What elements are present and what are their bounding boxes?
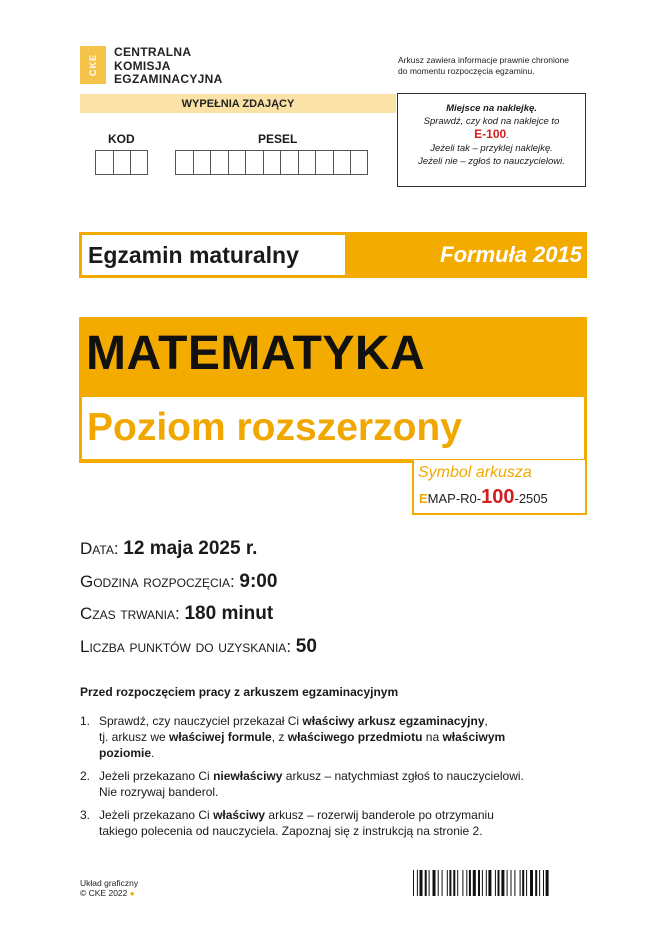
symbol-label: Symbol arkusza bbox=[418, 464, 532, 481]
fill-in-header: WYPEŁNIA ZDAJĄCY bbox=[80, 94, 396, 113]
info-label: Liczba punktów do uzyskania bbox=[80, 637, 287, 656]
info-sep: : bbox=[175, 604, 185, 623]
digit-cell[interactable] bbox=[113, 150, 131, 175]
exam-name: Egzamin maturalny bbox=[82, 235, 345, 275]
symbol-suffix: -2505 bbox=[514, 491, 548, 506]
info-sep: : bbox=[229, 572, 240, 591]
digit-cell[interactable] bbox=[333, 150, 351, 175]
digit-cell[interactable] bbox=[350, 150, 368, 175]
info-value: 9:00 bbox=[239, 571, 278, 592]
sticker-code-suffix: . bbox=[506, 130, 509, 141]
symbol-prefix: MAP-R0- bbox=[427, 491, 482, 506]
legal-notice bbox=[398, 55, 588, 77]
kod-label: KOD bbox=[108, 132, 135, 146]
logo-line: EGZAMINACYJNA bbox=[114, 72, 223, 86]
sticker-area bbox=[397, 93, 586, 187]
digit-cell[interactable] bbox=[175, 150, 193, 175]
pesel-input-boxes[interactable] bbox=[175, 150, 368, 175]
instruction-number: 1. bbox=[80, 714, 91, 728]
symbol-prefix-e: E bbox=[419, 491, 428, 506]
digit-cell[interactable] bbox=[263, 150, 281, 175]
sticker-title: Miejsce na naklejkę. bbox=[446, 103, 537, 114]
info-date bbox=[80, 538, 257, 560]
digit-cell[interactable] bbox=[130, 150, 148, 175]
info-label: Czas trwania bbox=[80, 604, 176, 623]
digit-cell[interactable] bbox=[228, 150, 246, 175]
notice-line: do momentu rozpoczęcia egzaminu. bbox=[398, 66, 535, 76]
digit-cell[interactable] bbox=[280, 150, 298, 175]
barcode-icon bbox=[413, 870, 585, 896]
cke-mini-logo-icon: ● bbox=[129, 889, 135, 898]
symbol-code bbox=[419, 486, 548, 509]
instruction-text: Jeżeli przekazano Ci niewłaściwy arkusz – natychmiast zgłoś to nauczycielowi. Nie rozrywaj banderol. bbox=[99, 769, 524, 799]
info-value: 180 minut bbox=[184, 603, 274, 624]
digit-cell[interactable] bbox=[193, 150, 211, 175]
subject-title: MATEMATYKA bbox=[86, 327, 426, 380]
footer-line1: Układ graficzny bbox=[80, 878, 139, 888]
instruction-number: 2. bbox=[80, 769, 91, 783]
info-label: Data bbox=[80, 539, 114, 558]
info-start-time bbox=[80, 571, 277, 593]
info-sep: : bbox=[113, 539, 124, 558]
instructions-heading: Przed rozpoczęciem pracy z arkuszem egzaminacyjnym bbox=[80, 685, 399, 699]
instruction-item-3 bbox=[80, 807, 580, 839]
instruction-item-2 bbox=[80, 768, 580, 800]
digit-cell[interactable] bbox=[298, 150, 316, 175]
digit-cell[interactable] bbox=[210, 150, 228, 175]
notice-line: Arkusz zawiera informacje prawnie chronione bbox=[398, 55, 570, 65]
info-points bbox=[80, 636, 317, 658]
sticker-line1: Sprawdź, czy kod na naklejce to bbox=[423, 116, 560, 127]
subject-level: Poziom rozszerzony bbox=[82, 397, 584, 459]
digit-cell[interactable] bbox=[315, 150, 333, 175]
info-duration bbox=[80, 603, 273, 625]
sticker-line2: Jeżeli tak – przyklej naklejkę. bbox=[430, 143, 553, 154]
footer-line2: © CKE 2022 bbox=[80, 888, 128, 898]
cke-logo-text bbox=[114, 46, 223, 87]
pesel-label: PESEL bbox=[258, 132, 298, 146]
symbol-number: 100 bbox=[481, 486, 515, 508]
exam-formula: Formuła 2015 bbox=[440, 242, 582, 267]
info-label: Godzina rozpoczęcia bbox=[80, 572, 230, 591]
logo-line: KOMISJA bbox=[114, 58, 171, 73]
footer-credits bbox=[80, 878, 138, 899]
instruction-text: Jeżeli przekazano Ci właściwy arkusz – rozerwij banderole po otrzymaniu takiego polecenia od nauczyciela. Zapoznaj się z instrukcją na stronie 2. bbox=[99, 808, 494, 838]
cke-logo-emblem: CKE bbox=[80, 46, 106, 84]
digit-cell[interactable] bbox=[245, 150, 263, 175]
instruction-number: 3. bbox=[80, 808, 91, 822]
kod-input-boxes[interactable] bbox=[95, 150, 148, 175]
info-value: 12 maja 2025 r. bbox=[123, 538, 258, 559]
info-value: 50 bbox=[295, 636, 317, 657]
info-sep: : bbox=[286, 637, 296, 656]
digit-cell[interactable] bbox=[95, 150, 113, 175]
instruction-text: Sprawdź, czy nauczyciel przekazał Ci właściwy arkusz egzaminacyjny, tj. arkusz we właściwej formule, z właściwego przedmiotu na właściwym poziomie. bbox=[99, 714, 506, 760]
sticker-line3: Jeżeli nie – zgłoś to nauczycielowi. bbox=[418, 156, 565, 167]
sticker-code: E-100 bbox=[474, 127, 507, 141]
instruction-item-1 bbox=[80, 713, 580, 761]
logo-line: CENTRALNA bbox=[114, 45, 192, 59]
